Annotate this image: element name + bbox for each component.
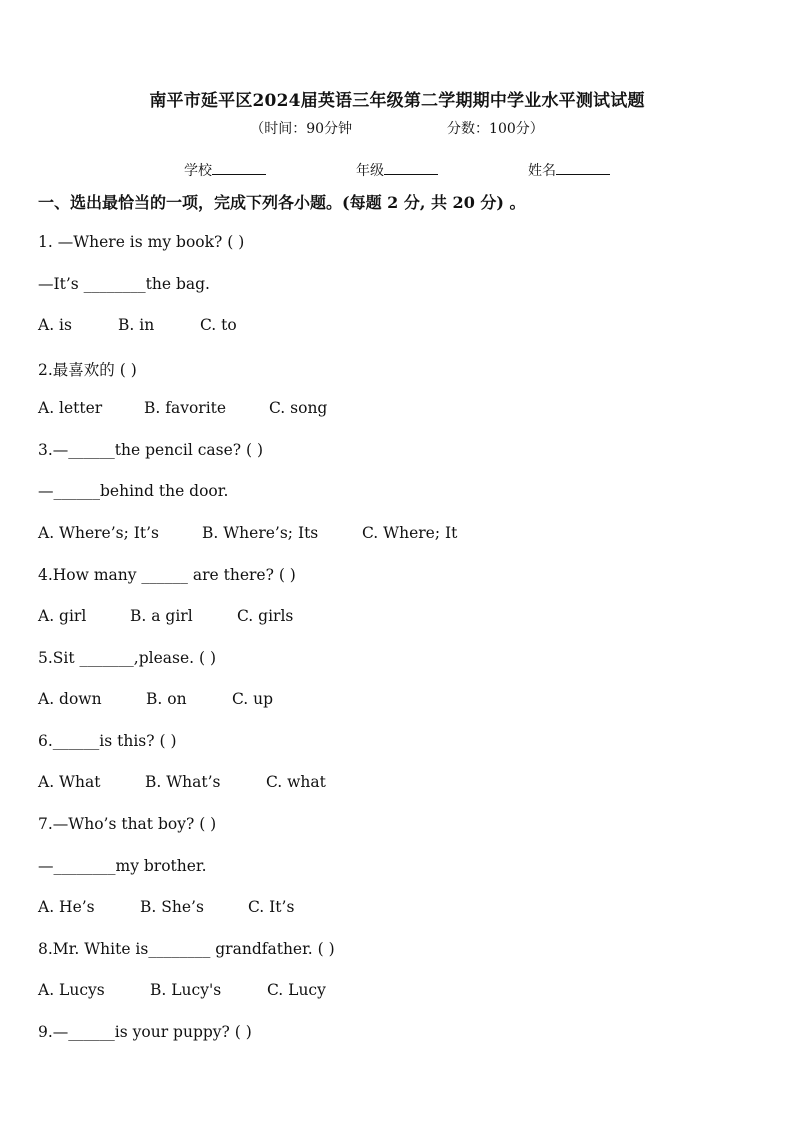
option-c[interactable]: C. It’s xyxy=(248,898,295,916)
time-label: （时间：90分钟 xyxy=(250,121,353,137)
school-label: 学校 xyxy=(184,163,212,179)
option-c[interactable]: C. Where; It xyxy=(362,524,458,542)
option-b[interactable]: B. favorite xyxy=(144,399,227,417)
grade-blank[interactable] xyxy=(384,160,438,175)
question-6: 6.______is this? ( ) xyxy=(38,732,177,750)
option-b[interactable]: B. a girl xyxy=(130,607,193,625)
option-a[interactable]: A. girl xyxy=(38,607,87,625)
question-9: 9.—______is your puppy? ( ) xyxy=(38,1023,252,1041)
question-2: 2.最喜欢的 ( ) xyxy=(38,361,137,379)
question-3-options xyxy=(38,524,457,542)
grade-label: 年级 xyxy=(356,163,384,179)
name-blank[interactable] xyxy=(556,160,610,175)
question-2-options xyxy=(38,399,327,417)
question-1-options xyxy=(38,316,237,334)
option-b[interactable]: B. in xyxy=(118,316,155,334)
option-a[interactable]: A. down xyxy=(38,690,102,708)
question-7-answer-line: —________my brother. xyxy=(38,857,207,875)
exam-subtitle xyxy=(0,118,794,138)
score-label: 分数：100分） xyxy=(447,121,544,137)
question-5: 5.Sit _______,please. ( ) xyxy=(38,649,216,667)
question-8: 8.Mr. White is________ grandfather. ( ) xyxy=(38,940,335,958)
option-c[interactable]: C. song xyxy=(269,399,328,417)
question-8-options xyxy=(38,981,326,999)
option-c[interactable]: C. up xyxy=(232,690,274,708)
option-a[interactable]: A. letter xyxy=(38,399,103,417)
school-field[interactable] xyxy=(184,160,266,180)
option-b[interactable]: B. She’s xyxy=(140,898,204,916)
question-3-answer-line: —______behind the door. xyxy=(38,482,229,500)
option-a[interactable]: A. He’s xyxy=(38,898,95,916)
question-1: 1. —Where is my book? ( ) xyxy=(38,233,245,251)
option-c[interactable]: C. what xyxy=(266,773,326,791)
option-a[interactable]: A. What xyxy=(38,773,101,791)
question-4: 4.How many ______ are there? ( ) xyxy=(38,566,296,584)
option-a[interactable]: A. Where’s; It’s xyxy=(38,524,159,542)
student-info xyxy=(0,160,794,180)
name-field[interactable] xyxy=(528,160,610,180)
option-c[interactable]: C. to xyxy=(200,316,237,334)
option-c[interactable]: C. Lucy xyxy=(267,981,326,999)
school-blank[interactable] xyxy=(212,160,266,175)
option-c[interactable]: C. girls xyxy=(237,607,294,625)
option-b[interactable]: B. Lucy's xyxy=(150,981,222,999)
name-label: 姓名 xyxy=(528,163,556,179)
question-1-answer-line: —It’s ________the bag. xyxy=(38,275,210,293)
option-b[interactable]: B. Where’s; Its xyxy=(202,524,319,542)
question-4-options xyxy=(38,607,293,625)
section-title: 一、选出最恰当的一项，完成下列各小题。(每题 2 分, 共 20 分) 。 xyxy=(38,193,526,212)
question-6-options xyxy=(38,773,326,791)
option-b[interactable]: B. What’s xyxy=(145,773,221,791)
option-b[interactable]: B. on xyxy=(146,690,187,708)
question-7-options xyxy=(38,898,294,916)
grade-field[interactable] xyxy=(356,160,438,180)
question-3: 3.—______the pencil case? ( ) xyxy=(38,441,264,459)
question-7: 7.—Who’s that boy? ( ) xyxy=(38,815,217,833)
option-a[interactable]: A. is xyxy=(38,316,72,334)
exam-title: 南平市延平区2024届英语三年级第二学期期中学业水平测试试题 xyxy=(149,91,645,111)
question-5-options xyxy=(38,690,273,708)
option-a[interactable]: A. Lucys xyxy=(38,981,105,999)
